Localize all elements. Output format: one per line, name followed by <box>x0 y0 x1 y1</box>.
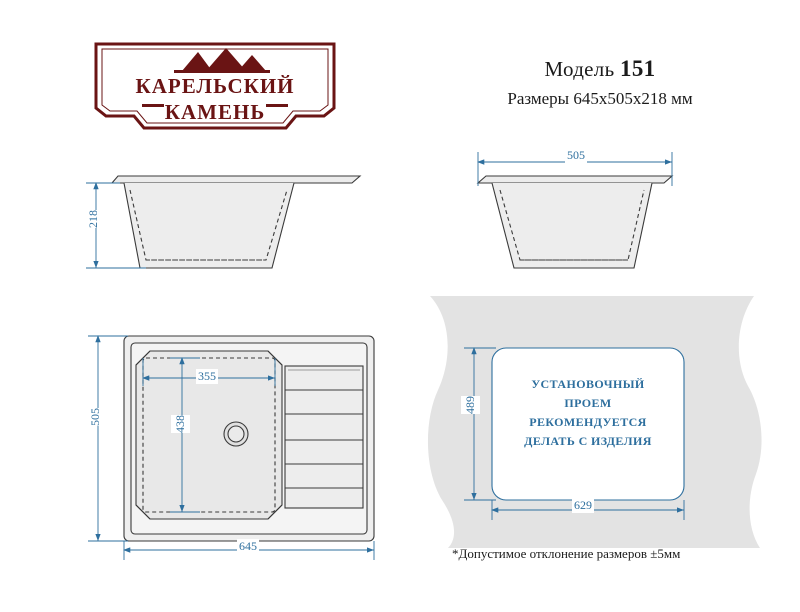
top-view <box>124 336 374 541</box>
model-number: 151 <box>620 56 656 81</box>
model-label: Модель <box>544 57 615 81</box>
dim-label-top-645: 645 <box>239 539 257 553</box>
cutout-note-line-3: РЕКОМЕНДУЕТСЯ <box>529 415 647 429</box>
logo-line-2: КАМЕНЬ <box>164 100 266 124</box>
dim-label-cutout-489: 489 <box>461 396 480 414</box>
cutout-note-line-1: УСТАНОВОЧНЫЙ <box>531 377 645 391</box>
dim-label-bowl-438: 438 <box>171 415 190 433</box>
dim-label-cutout-629: 629 <box>574 498 592 512</box>
dim-label-height-218: 218 <box>84 210 103 228</box>
side-section-view <box>478 176 672 268</box>
cutout-note <box>492 375 684 451</box>
logo-line-1: КАРЕЛЬСКИЙ <box>135 74 295 98</box>
cutout-note-line-4: ДЕЛАТЬ С ИЗДЕЛИЯ <box>524 434 652 448</box>
dim-label-top-505: 505 <box>86 408 105 426</box>
front-section-view <box>112 176 360 268</box>
dimensions-subtitle: Размеры 645х505х218 мм <box>507 89 693 108</box>
dim-label-bowl-355: 355 <box>198 369 216 383</box>
dim-label-side-505: 505 <box>567 148 585 162</box>
tolerance-footnote: *Допустимое отклонение размеров ±5мм <box>452 546 681 561</box>
cutout-note-line-2: ПРОЕМ <box>564 396 612 410</box>
